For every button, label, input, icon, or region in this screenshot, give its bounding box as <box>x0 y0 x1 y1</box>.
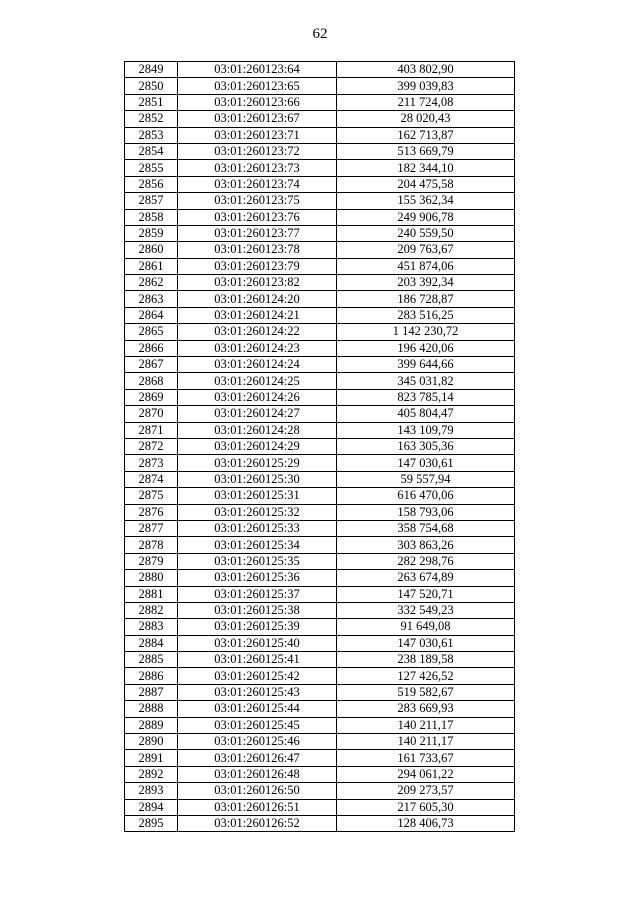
cadastral-value-cell: 282 298,76 <box>337 553 515 569</box>
cadastral-value-cell: 240 559,50 <box>337 225 515 241</box>
table-row <box>125 160 515 176</box>
row-number-cell: 2869 <box>125 389 178 405</box>
table-row <box>125 766 515 782</box>
table-row <box>125 750 515 766</box>
table-row <box>125 94 515 110</box>
cadastral-number-cell: 03:01:260125:34 <box>178 537 337 553</box>
row-number-cell: 2890 <box>125 734 178 750</box>
row-number-cell: 2883 <box>125 619 178 635</box>
table-row <box>125 291 515 307</box>
table-row <box>125 488 515 504</box>
cadastral-number-cell: 03:01:260124:20 <box>178 291 337 307</box>
row-number-cell: 2859 <box>125 225 178 241</box>
cadastral-number-cell: 03:01:260124:26 <box>178 389 337 405</box>
table-row <box>125 176 515 192</box>
row-number-cell: 2894 <box>125 799 178 815</box>
table-row <box>125 62 515 78</box>
table-row <box>125 193 515 209</box>
cadastral-number-cell: 03:01:260123:64 <box>178 62 337 78</box>
row-number-cell: 2877 <box>125 520 178 536</box>
table-row <box>125 586 515 602</box>
cadastral-value-cell: 162 713,87 <box>337 127 515 143</box>
cadastral-value-table <box>124 61 515 832</box>
table-row <box>125 668 515 684</box>
row-number-cell: 2892 <box>125 766 178 782</box>
cadastral-number-cell: 03:01:260125:37 <box>178 586 337 602</box>
row-number-cell: 2888 <box>125 701 178 717</box>
row-number-cell: 2861 <box>125 258 178 274</box>
row-number-cell: 2885 <box>125 652 178 668</box>
row-number-cell: 2850 <box>125 78 178 94</box>
cadastral-number-cell: 03:01:260125:32 <box>178 504 337 520</box>
cadastral-number-cell: 03:01:260124:28 <box>178 422 337 438</box>
cadastral-value-cell: 332 549,23 <box>337 602 515 618</box>
row-number-cell: 2860 <box>125 242 178 258</box>
row-number-cell: 2857 <box>125 193 178 209</box>
cadastral-value-cell: 303 863,26 <box>337 537 515 553</box>
cadastral-number-cell: 03:01:260123:76 <box>178 209 337 225</box>
cadastral-number-cell: 03:01:260125:39 <box>178 619 337 635</box>
cadastral-value-cell: 405 804,47 <box>337 406 515 422</box>
table-row <box>125 438 515 454</box>
row-number-cell: 2866 <box>125 340 178 356</box>
cadastral-value-cell: 513 669,79 <box>337 143 515 159</box>
cadastral-value-cell: 161 733,67 <box>337 750 515 766</box>
cadastral-number-cell: 03:01:260125:33 <box>178 520 337 536</box>
table-row <box>125 520 515 536</box>
cadastral-value-cell: 203 392,34 <box>337 275 515 291</box>
table-row <box>125 734 515 750</box>
table-row <box>125 242 515 258</box>
cadastral-number-cell: 03:01:260123:82 <box>178 275 337 291</box>
cadastral-value-cell: 238 189,58 <box>337 652 515 668</box>
table-row <box>125 111 515 127</box>
table-row <box>125 258 515 274</box>
cadastral-number-cell: 03:01:260123:67 <box>178 111 337 127</box>
cadastral-number-cell: 03:01:260123:71 <box>178 127 337 143</box>
row-number-cell: 2851 <box>125 94 178 110</box>
row-number-cell: 2853 <box>125 127 178 143</box>
table-row <box>125 340 515 356</box>
row-number-cell: 2872 <box>125 438 178 454</box>
cadastral-value-cell: 28 020,43 <box>337 111 515 127</box>
row-number-cell: 2878 <box>125 537 178 553</box>
cadastral-number-cell: 03:01:260123:74 <box>178 176 337 192</box>
cadastral-value-cell: 616 470,06 <box>337 488 515 504</box>
cadastral-value-cell: 127 426,52 <box>337 668 515 684</box>
cadastral-value-cell: 403 802,90 <box>337 62 515 78</box>
table-row <box>125 275 515 291</box>
cadastral-number-cell: 03:01:260124:27 <box>178 406 337 422</box>
table-row <box>125 717 515 733</box>
cadastral-number-cell: 03:01:260124:21 <box>178 307 337 323</box>
table-row <box>125 143 515 159</box>
row-number-cell: 2886 <box>125 668 178 684</box>
table-row <box>125 324 515 340</box>
cadastral-value-cell: 294 061,22 <box>337 766 515 782</box>
cadastral-value-cell: 91 649,08 <box>337 619 515 635</box>
row-number-cell: 2875 <box>125 488 178 504</box>
cadastral-value-cell: 186 728,87 <box>337 291 515 307</box>
cadastral-number-cell: 03:01:260123:72 <box>178 143 337 159</box>
row-number-cell: 2862 <box>125 275 178 291</box>
row-number-cell: 2854 <box>125 143 178 159</box>
cadastral-number-cell: 03:01:260125:38 <box>178 602 337 618</box>
row-number-cell: 2873 <box>125 455 178 471</box>
cadastral-value-cell: 249 906,78 <box>337 209 515 225</box>
cadastral-value-cell: 823 785,14 <box>337 389 515 405</box>
table-row <box>125 455 515 471</box>
table-row <box>125 209 515 225</box>
cadastral-value-cell: 204 475,58 <box>337 176 515 192</box>
row-number-cell: 2874 <box>125 471 178 487</box>
cadastral-number-cell: 03:01:260124:24 <box>178 357 337 373</box>
row-number-cell: 2879 <box>125 553 178 569</box>
cadastral-value-cell: 140 211,17 <box>337 717 515 733</box>
row-number-cell: 2864 <box>125 307 178 323</box>
cadastral-number-cell: 03:01:260124:22 <box>178 324 337 340</box>
table-row <box>125 635 515 651</box>
cadastral-number-cell: 03:01:260125:30 <box>178 471 337 487</box>
table-row <box>125 602 515 618</box>
row-number-cell: 2895 <box>125 815 178 831</box>
table-row <box>125 652 515 668</box>
cadastral-number-cell: 03:01:260123:75 <box>178 193 337 209</box>
cadastral-value-cell: 147 030,61 <box>337 635 515 651</box>
row-number-cell: 2880 <box>125 570 178 586</box>
cadastral-number-cell: 03:01:260124:25 <box>178 373 337 389</box>
cadastral-value-cell: 163 305,36 <box>337 438 515 454</box>
cadastral-number-cell: 03:01:260125:44 <box>178 701 337 717</box>
cadastral-value-cell: 147 030,61 <box>337 455 515 471</box>
row-number-cell: 2884 <box>125 635 178 651</box>
cadastral-value-cell: 155 362,34 <box>337 193 515 209</box>
cadastral-value-cell: 140 211,17 <box>337 734 515 750</box>
table-row <box>125 553 515 569</box>
row-number-cell: 2856 <box>125 176 178 192</box>
table-row <box>125 225 515 241</box>
row-number-cell: 2858 <box>125 209 178 225</box>
cadastral-number-cell: 03:01:260123:65 <box>178 78 337 94</box>
row-number-cell: 2849 <box>125 62 178 78</box>
cadastral-value-cell: 283 516,25 <box>337 307 515 323</box>
cadastral-number-cell: 03:01:260125:35 <box>178 553 337 569</box>
cadastral-number-cell: 03:01:260125:31 <box>178 488 337 504</box>
table-row <box>125 307 515 323</box>
row-number-cell: 2871 <box>125 422 178 438</box>
cadastral-value-cell: 147 520,71 <box>337 586 515 602</box>
table-row <box>125 78 515 94</box>
cadastral-value-cell: 196 420,06 <box>337 340 515 356</box>
cadastral-value-cell: 283 669,93 <box>337 701 515 717</box>
row-number-cell: 2887 <box>125 684 178 700</box>
cadastral-value-cell: 519 582,67 <box>337 684 515 700</box>
cadastral-value-cell: 263 674,89 <box>337 570 515 586</box>
cadastral-value-cell: 399 644,66 <box>337 357 515 373</box>
table-row <box>125 799 515 815</box>
row-number-cell: 2889 <box>125 717 178 733</box>
cadastral-value-cell: 209 763,67 <box>337 242 515 258</box>
table-row <box>125 471 515 487</box>
cadastral-value-cell: 59 557,94 <box>337 471 515 487</box>
cadastral-number-cell: 03:01:260123:66 <box>178 94 337 110</box>
cadastral-number-cell: 03:01:260123:78 <box>178 242 337 258</box>
row-number-cell: 2891 <box>125 750 178 766</box>
cadastral-value-cell: 209 273,57 <box>337 783 515 799</box>
table-row <box>125 504 515 520</box>
row-number-cell: 2852 <box>125 111 178 127</box>
row-number-cell: 2881 <box>125 586 178 602</box>
cadastral-number-cell: 03:01:260123:79 <box>178 258 337 274</box>
cadastral-number-cell: 03:01:260126:52 <box>178 815 337 831</box>
cadastral-value-cell: 211 724,08 <box>337 94 515 110</box>
row-number-cell: 2867 <box>125 357 178 373</box>
cadastral-value-cell: 345 031,82 <box>337 373 515 389</box>
table-row <box>125 389 515 405</box>
cadastral-number-cell: 03:01:260123:73 <box>178 160 337 176</box>
table-row <box>125 357 515 373</box>
table-row <box>125 406 515 422</box>
cadastral-value-cell: 399 039,83 <box>337 78 515 94</box>
cadastral-value-cell: 143 109,79 <box>337 422 515 438</box>
cadastral-number-cell: 03:01:260125:36 <box>178 570 337 586</box>
cadastral-value-cell: 451 874,06 <box>337 258 515 274</box>
cadastral-value-cell: 217 605,30 <box>337 799 515 815</box>
table-row <box>125 815 515 831</box>
cadastral-number-cell: 03:01:260125:46 <box>178 734 337 750</box>
row-number-cell: 2855 <box>125 160 178 176</box>
cadastral-number-cell: 03:01:260123:77 <box>178 225 337 241</box>
table-body <box>125 62 515 832</box>
row-number-cell: 2868 <box>125 373 178 389</box>
cadastral-value-cell: 1 142 230,72 <box>337 324 515 340</box>
cadastral-number-cell: 03:01:260126:50 <box>178 783 337 799</box>
table-row <box>125 537 515 553</box>
cadastral-value-cell: 128 406,73 <box>337 815 515 831</box>
row-number-cell: 2882 <box>125 602 178 618</box>
cadastral-value-cell: 358 754,68 <box>337 520 515 536</box>
cadastral-number-cell: 03:01:260126:48 <box>178 766 337 782</box>
row-number-cell: 2876 <box>125 504 178 520</box>
table-row <box>125 684 515 700</box>
cadastral-value-cell: 182 344,10 <box>337 160 515 176</box>
table-row <box>125 422 515 438</box>
cadastral-number-cell: 03:01:260126:47 <box>178 750 337 766</box>
row-number-cell: 2863 <box>125 291 178 307</box>
cadastral-number-cell: 03:01:260125:40 <box>178 635 337 651</box>
cadastral-number-cell: 03:01:260124:23 <box>178 340 337 356</box>
table-row <box>125 619 515 635</box>
cadastral-number-cell: 03:01:260125:41 <box>178 652 337 668</box>
row-number-cell: 2870 <box>125 406 178 422</box>
cadastral-value-cell: 158 793,06 <box>337 504 515 520</box>
table-row <box>125 783 515 799</box>
cadastral-number-cell: 03:01:260125:45 <box>178 717 337 733</box>
cadastral-number-cell: 03:01:260126:51 <box>178 799 337 815</box>
cadastral-number-cell: 03:01:260125:43 <box>178 684 337 700</box>
row-number-cell: 2893 <box>125 783 178 799</box>
page-number: 62 <box>312 26 328 42</box>
table-row <box>125 570 515 586</box>
table-row <box>125 127 515 143</box>
table-row <box>125 373 515 389</box>
row-number-cell: 2865 <box>125 324 178 340</box>
cadastral-number-cell: 03:01:260125:29 <box>178 455 337 471</box>
cadastral-number-cell: 03:01:260124:29 <box>178 438 337 454</box>
cadastral-number-cell: 03:01:260125:42 <box>178 668 337 684</box>
table-row <box>125 701 515 717</box>
